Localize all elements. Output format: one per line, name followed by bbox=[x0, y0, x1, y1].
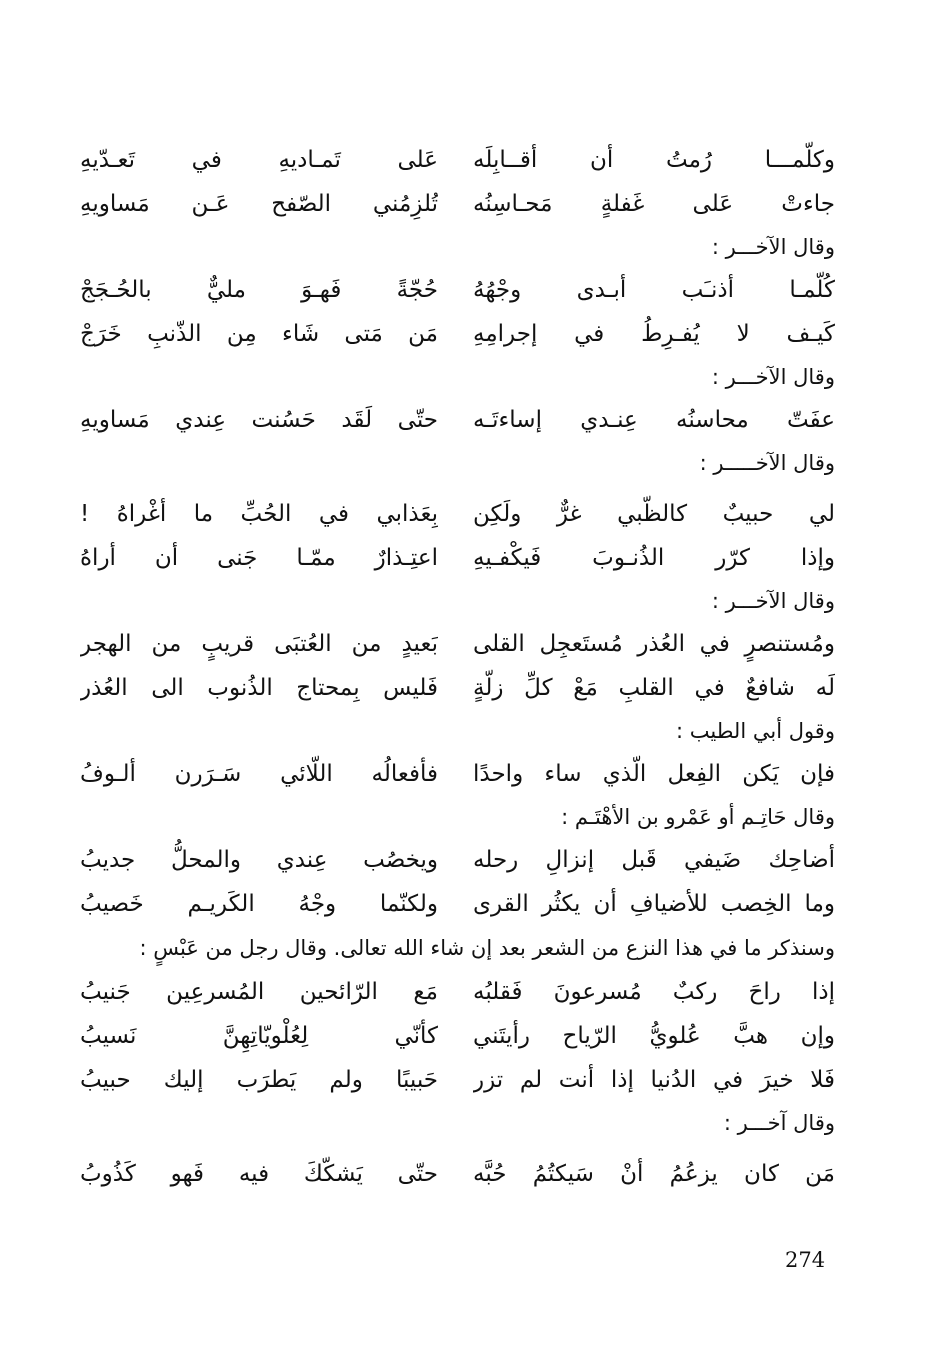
poem-introduction: وقال الآخـــر : bbox=[711, 589, 835, 613]
verse-line bbox=[80, 622, 835, 666]
verse-second-hemistich: فَليس بِمحتاج الذُنوب الى العُذر bbox=[80, 675, 438, 701]
prose-line: وسنذكر ما في هذا النزع من الشعر بعد إن شاء الله تعالى. وقال رجل من عَبْسٍ : bbox=[139, 936, 835, 960]
verse-line bbox=[80, 536, 835, 580]
verse-second-hemistich: اعتِـذارٌ ممّـا جَنى أن أراهُ bbox=[80, 545, 438, 571]
verse-second-hemistich: ويخصُب عِندي والمحلُّ جديبُ bbox=[80, 847, 438, 873]
verse-second-hemistich: كأنّي لِعُلْويّاتِهِنَّ نَسيبُ bbox=[80, 1023, 438, 1049]
verse-second-hemistich: حُجّةً فَهـوَ مليٌّ بالحُـجَجْ bbox=[80, 277, 438, 303]
verse-second-hemistich: بَعيدٍ من العُتبَى قريبٍ من الهجر bbox=[80, 631, 438, 657]
verse-line bbox=[80, 666, 835, 710]
verse-second-hemistich: تُلزِمُني الصّفح عَـن مَساويهِ bbox=[80, 191, 438, 217]
verse-first-hemistich: وما الخِصب للأضيافِ أن يكثُر القرى bbox=[473, 891, 835, 917]
verse-line bbox=[80, 182, 835, 226]
verse-line bbox=[80, 882, 835, 926]
poem-introduction: وقول أبي الطيب : bbox=[676, 719, 835, 743]
verse-first-hemistich: فإن يَكن الفِعل الّذي ساء واحدًا bbox=[473, 761, 835, 787]
verse-first-hemistich: مَن كان يزعُمُ أنْ سَيكتُمُ حُبَّه bbox=[473, 1161, 835, 1187]
verse-second-hemistich: مَن مَتى شَاء مِن الذّنبِ خَرَجْ bbox=[80, 321, 438, 347]
verse-first-hemistich: فَلا خيرَ في الدُنيا إذا أنت لم تزر bbox=[473, 1067, 835, 1093]
poetry-text-block bbox=[80, 138, 835, 1196]
verse-second-hemistich: بِعَذابي في الحُبِّ ما أغْراهُ ! bbox=[80, 501, 438, 527]
poem-introduction: وقال آخـــر : bbox=[723, 1111, 835, 1135]
verse-first-hemistich: إذا راحَ ركبٌ مُسرعونَ فَقلبُه bbox=[473, 979, 835, 1005]
verse-second-hemistich: ولكنّما وجْهُ الكَريـم خَصيبُ bbox=[80, 891, 438, 917]
verse-line bbox=[80, 970, 835, 1014]
verse-first-hemistich: وكلّمـــا رُمتُ أن أقــابِلَه bbox=[473, 147, 835, 173]
verse-line bbox=[80, 138, 835, 182]
verse-line bbox=[80, 312, 835, 356]
verse-line bbox=[80, 268, 835, 312]
poem-introduction: وقال حَاتِـم أو عَمْرو بن الأهْتَـم : bbox=[561, 805, 835, 829]
verse-line bbox=[80, 1152, 835, 1196]
verse-second-hemistich: حَبيبًا ولم يَطرَب إليك حبيبُ bbox=[80, 1067, 438, 1093]
verse-second-hemistich: فأفعالُه اللّائي سَـرَرن ألـوفُ bbox=[80, 761, 438, 787]
verse-line bbox=[80, 1058, 835, 1102]
poem-introduction: وقال الآخـــر : bbox=[711, 365, 835, 389]
verse-first-hemistich: ومُستنصرٍ في العُذر مُستَعجِل القلى bbox=[473, 631, 835, 657]
verse-first-hemistich: أضاحِك ضَيفي قَبل إنزالِ رحله bbox=[473, 847, 835, 873]
verse-first-hemistich: لي حبيبٌ كالظّبي غرٌّ ولَكِن bbox=[473, 501, 835, 527]
verse-second-hemistich: حتّى لَقَد حَسُنت عِندي مَساويهِ bbox=[80, 407, 438, 433]
verse-line bbox=[80, 752, 835, 796]
verse-first-hemistich: عفَتّ محاسنُه عِنـدي إساءتَـه bbox=[473, 407, 835, 433]
verse-line bbox=[80, 838, 835, 882]
verse-line bbox=[80, 1014, 835, 1058]
verse-line bbox=[80, 398, 835, 442]
verse-first-hemistich: جاءتْ عَلى غَفلةٍ مَحـاسِنُه bbox=[473, 191, 835, 217]
verse-second-hemistich: مَع الرّائحين المُسرعِين جَنيبُ bbox=[80, 979, 438, 1005]
verse-line bbox=[80, 492, 835, 536]
verse-first-hemistich: كَيـف لا يُفـرِطُ في إجرامِهِ bbox=[473, 321, 835, 347]
verse-first-hemistich: لَه شافعٌ في القلبِ مَعْ كلِّ زلّةٍ bbox=[473, 675, 835, 701]
verse-second-hemistich: حتّى يَشكّكَ فيه فَهو كَذُوبُ bbox=[80, 1161, 438, 1187]
verse-first-hemistich: كُلّمـا أذنـَب أبـدى وجْهُهُ bbox=[473, 277, 835, 303]
poem-introduction: وقال الآخـــر : bbox=[711, 235, 835, 259]
poem-introduction: وقال الآخـــــر : bbox=[699, 451, 835, 475]
page-number: 274 bbox=[785, 1248, 826, 1272]
verse-second-hemistich: عَلى تَمـاديهِ في تَعـدّيهِ bbox=[80, 147, 438, 173]
verse-first-hemistich: وإذا كرّر الذُنـوبَ فَيكْفـيهِ bbox=[473, 545, 835, 571]
verse-first-hemistich: وإن هبَّ عُلويُّ الرّياح رأيتَني bbox=[473, 1023, 835, 1049]
